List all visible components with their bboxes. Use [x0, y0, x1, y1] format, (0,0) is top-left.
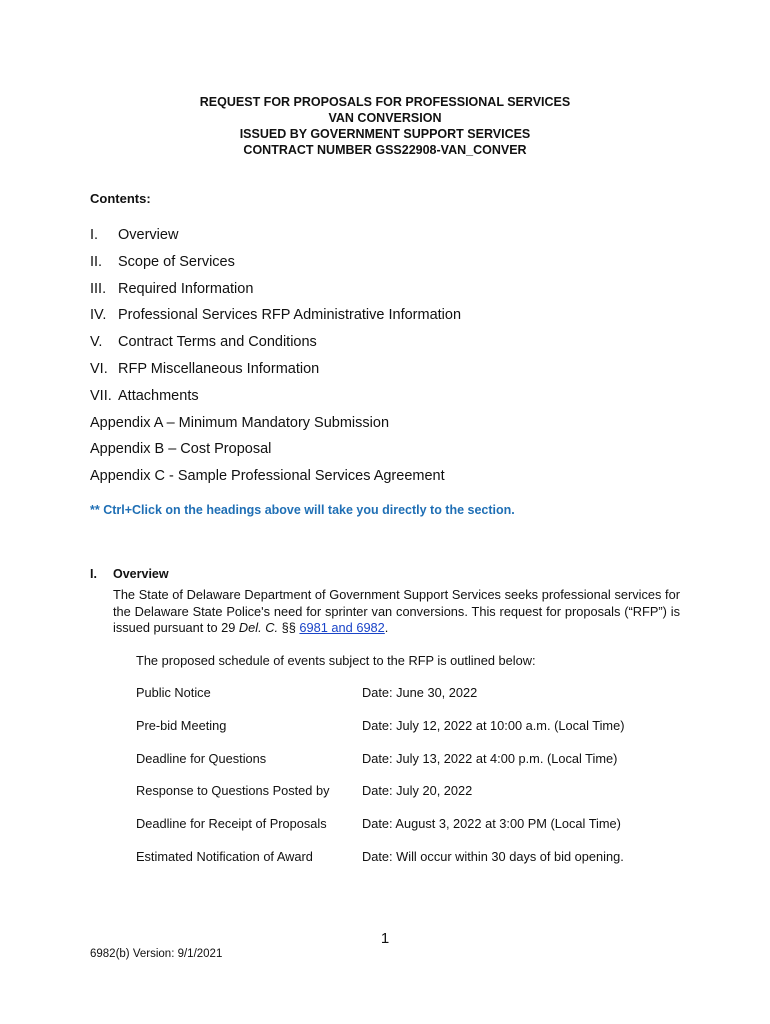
toc-number: II.	[90, 253, 103, 270]
section-title: Overview	[113, 567, 169, 581]
schedule-date: Date: July 12, 2022 at 10:00 a.m. (Local Time)	[362, 717, 625, 733]
toc-label: Overview	[118, 227, 179, 243]
schedule-event: Response to Questions Posted by	[136, 783, 330, 799]
title-line: VAN CONVERSION	[328, 111, 442, 125]
schedule-event: Pre-bid Meeting	[136, 717, 227, 733]
toc-number: I.	[90, 227, 99, 243]
schedule-row	[136, 751, 624, 784]
paragraph-text: The State of Delaware Department of Government Support Services seeks professional services for the Delaware State Police's need for sprinter van conversions. This request for proposals (“RFP”) is issued pursuant to 29	[113, 587, 680, 635]
schedule-intro: The proposed schedule of events subject to the RFP is outlined below:	[136, 653, 536, 668]
document-title	[0, 94, 770, 158]
toc-number: IV.	[90, 307, 107, 324]
toc-item-administrative-information[interactable]	[90, 305, 461, 332]
schedule-event: Deadline for Questions	[136, 750, 267, 766]
toc-label: Appendix C - Sample Professional Services Agreement	[90, 468, 445, 485]
version-footer: 6982(b) Version: 9/1/2021	[90, 948, 223, 960]
schedule-of-events	[136, 685, 624, 882]
toc-item-overview[interactable]	[90, 225, 461, 252]
ctrl-click-note: ** Ctrl+Click on the headings above will take you directly to the section.	[90, 503, 515, 517]
title-line: CONTRACT NUMBER GSS22908-VAN_CONVER	[243, 143, 527, 157]
toc-item-attachments[interactable]	[90, 386, 461, 413]
toc-item-contract-terms[interactable]	[90, 332, 461, 359]
toc-number: V.	[90, 334, 103, 351]
toc-item-miscellaneous-information[interactable]	[90, 359, 461, 386]
schedule-row	[136, 783, 624, 816]
page-number: 1	[380, 930, 390, 947]
overview-paragraph	[113, 587, 680, 637]
title-line: ISSUED BY GOVERNMENT SUPPORT SERVICES	[239, 127, 531, 141]
toc-label: Attachments	[118, 387, 199, 404]
schedule-row	[136, 718, 624, 751]
table-of-contents	[90, 225, 461, 493]
schedule-event: Deadline for Receipt of Proposals	[136, 816, 327, 832]
schedule-row	[136, 685, 624, 718]
overview-section-heading	[90, 567, 169, 581]
toc-number: VII.	[90, 387, 112, 404]
toc-item-appendix-b[interactable]	[90, 439, 461, 466]
toc-label: Contract Terms and Conditions	[118, 334, 317, 351]
schedule-row	[136, 816, 624, 849]
toc-label: Scope of Services	[118, 253, 235, 270]
toc-label: Required Information	[118, 280, 254, 297]
toc-item-appendix-a[interactable]	[90, 413, 461, 440]
toc-label: Appendix B – Cost Proposal	[90, 441, 272, 458]
toc-number: VI.	[90, 360, 108, 377]
schedule-event: Public Notice	[136, 685, 211, 700]
paragraph-end: .	[384, 620, 389, 635]
schedule-date: Date: July 20, 2022	[362, 783, 473, 799]
section-symbols: §§	[278, 620, 300, 635]
schedule-date: Date: June 30, 2022	[362, 685, 478, 700]
schedule-date: Date: Will occur within 30 days of bid opening.	[362, 848, 624, 864]
title-line: REQUEST FOR PROPOSALS FOR PROFESSIONAL SERVICES	[199, 95, 571, 109]
schedule-row	[136, 849, 624, 882]
schedule-date: Date: August 3, 2022 at 3:00 PM (Local Time)	[362, 816, 621, 832]
statute-citation: Del. C.	[238, 620, 279, 635]
toc-item-scope-of-services[interactable]	[90, 252, 461, 279]
toc-item-appendix-c[interactable]	[90, 466, 461, 493]
toc-label: Professional Services RFP Administrative Information	[118, 307, 462, 324]
statute-link[interactable]: 6981 and 6982	[299, 620, 385, 635]
toc-label: Appendix A – Minimum Mandatory Submission	[90, 414, 390, 431]
schedule-event: Estimated Notification of Award	[136, 848, 313, 864]
section-number: I.	[90, 567, 97, 581]
toc-item-required-information[interactable]	[90, 279, 461, 306]
toc-number: III.	[90, 280, 107, 297]
schedule-date: Date: July 13, 2022 at 4:00 p.m. (Local Time)	[362, 750, 618, 766]
contents-heading: Contents:	[90, 191, 151, 206]
toc-label: RFP Miscellaneous Information	[118, 360, 320, 377]
